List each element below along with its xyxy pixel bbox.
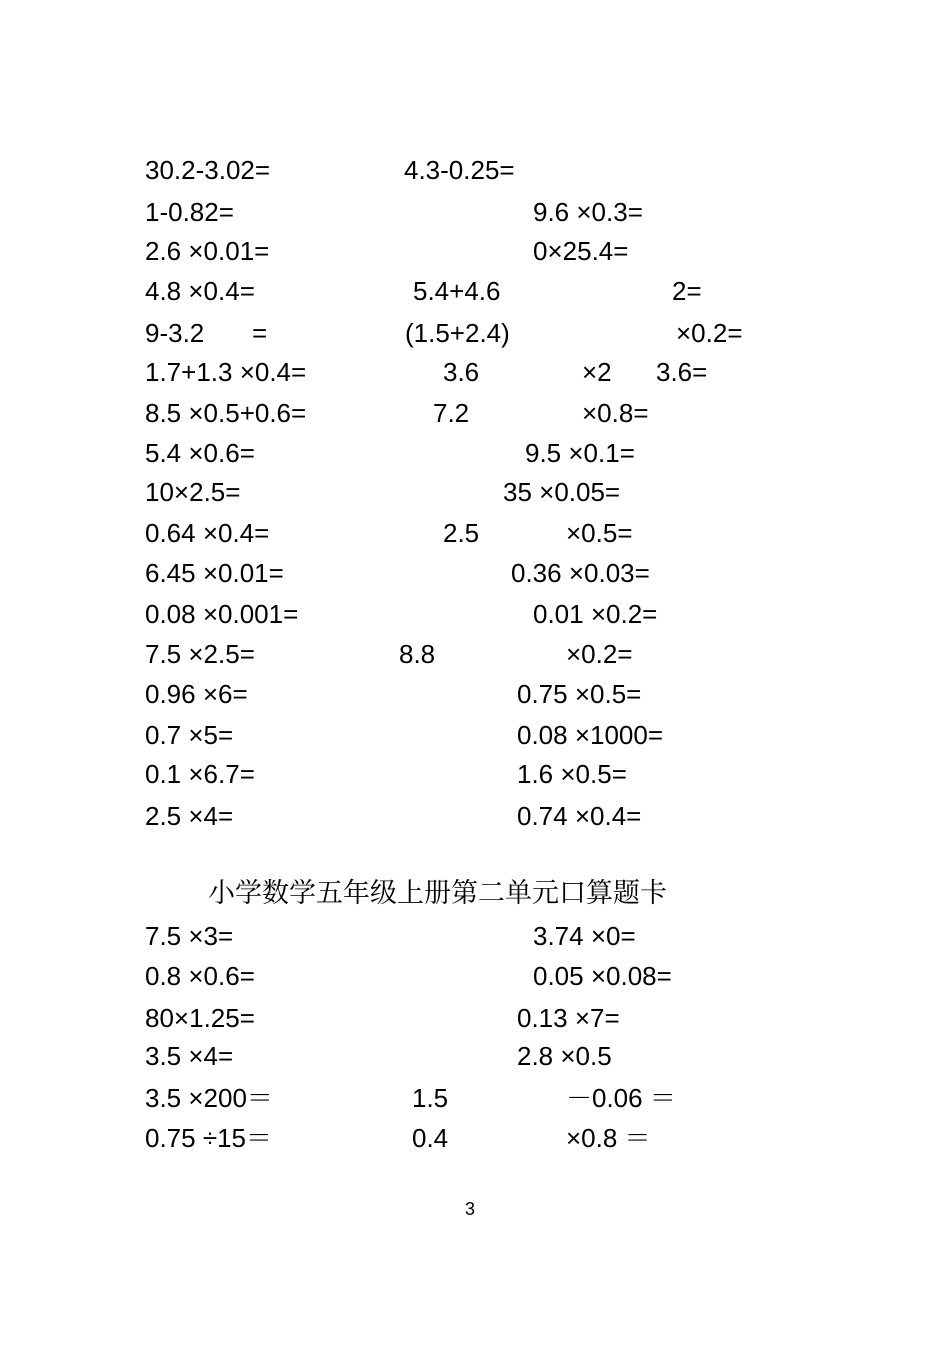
- problem: 30.2-3.02=: [145, 155, 271, 185]
- problem: 7.5 ×2.5=: [145, 639, 255, 669]
- problem: 6.45 ×0.01=: [145, 558, 284, 588]
- problem-part: 8.8: [399, 639, 436, 669]
- problem: 3.5 ×200＝: [145, 1083, 273, 1113]
- problem-part: 7.2: [433, 398, 470, 428]
- problem: 0.8 ×0.6=: [145, 961, 255, 991]
- problem: 2.6 ×0.01=: [145, 236, 270, 266]
- problem: 0.1 ×6.7=: [145, 759, 255, 789]
- problem-part: ×0.2=: [676, 318, 743, 348]
- problem-part: =: [252, 318, 268, 348]
- problem: 4.3-0.25=: [404, 155, 515, 185]
- problem: 8.5 ×0.5+0.6=: [145, 398, 307, 428]
- problem-part: ×0.8=: [582, 398, 649, 428]
- problem: 0.36 ×0.03=: [511, 558, 650, 588]
- problem: 1-0.82=: [145, 197, 234, 227]
- problem: 5.4 ×0.6=: [145, 438, 255, 468]
- problem: 80×1.25=: [145, 1003, 255, 1033]
- problem: 3.74 ×0=: [533, 921, 636, 951]
- problem: 1.6 ×0.5=: [517, 759, 627, 789]
- problem-part: 2=: [672, 276, 702, 306]
- problem: 35 ×0.05=: [503, 477, 621, 507]
- problem: 0.96 ×6=: [145, 679, 248, 709]
- problem: 3.5 ×4=: [145, 1041, 234, 1071]
- problem-part: ×0.5=: [566, 518, 633, 548]
- problem: 0.08 ×1000=: [517, 720, 664, 750]
- problem-part: ×2: [582, 357, 612, 387]
- problem-part: 3.6=: [656, 357, 708, 387]
- problem: 0.75 ×0.5=: [517, 679, 642, 709]
- problem-part: 3.6: [443, 357, 480, 387]
- problem-part: 0.4: [412, 1123, 449, 1153]
- problem-part: －0.06 ＝: [566, 1083, 676, 1113]
- problem-part: 9-3.2: [145, 318, 205, 348]
- problem: 10×2.5=: [145, 477, 241, 507]
- problem: 9.5 ×0.1=: [525, 438, 635, 468]
- problem: 0.64 ×0.4=: [145, 518, 270, 548]
- problem: 0.7 ×5=: [145, 720, 234, 750]
- problem-part: 1.5: [412, 1083, 449, 1113]
- problem-part: ×0.2=: [566, 639, 633, 669]
- problem-part: ×0.8 ＝: [566, 1123, 651, 1153]
- problem: 2.8 ×0.5: [517, 1041, 612, 1071]
- problem: 9.6 ×0.3=: [533, 197, 643, 227]
- problem: 0.74 ×0.4=: [517, 801, 642, 831]
- problem-part: 2.5: [443, 518, 480, 548]
- problem: 0.08 ×0.001=: [145, 599, 299, 629]
- problem: 0.05 ×0.08=: [533, 961, 672, 991]
- problem: 0.01 ×0.2=: [533, 599, 658, 629]
- problem: 2.5 ×4=: [145, 801, 234, 831]
- problem-part: (1.5+2.4): [405, 318, 510, 348]
- problem-part: 5.4+4.6: [413, 276, 501, 306]
- section-title: 小学数学五年级上册第二单元口算题卡: [208, 878, 667, 909]
- page-number: 3: [465, 1199, 476, 1219]
- problem: 0.13 ×7=: [517, 1003, 620, 1033]
- problem: 0×25.4=: [533, 236, 629, 266]
- problem: 0.75 ÷15＝: [145, 1123, 273, 1153]
- problem: 4.8 ×0.4=: [145, 276, 255, 306]
- problem: 1.7+1.3 ×0.4=: [145, 357, 307, 387]
- problem: 7.5 ×3=: [145, 921, 234, 951]
